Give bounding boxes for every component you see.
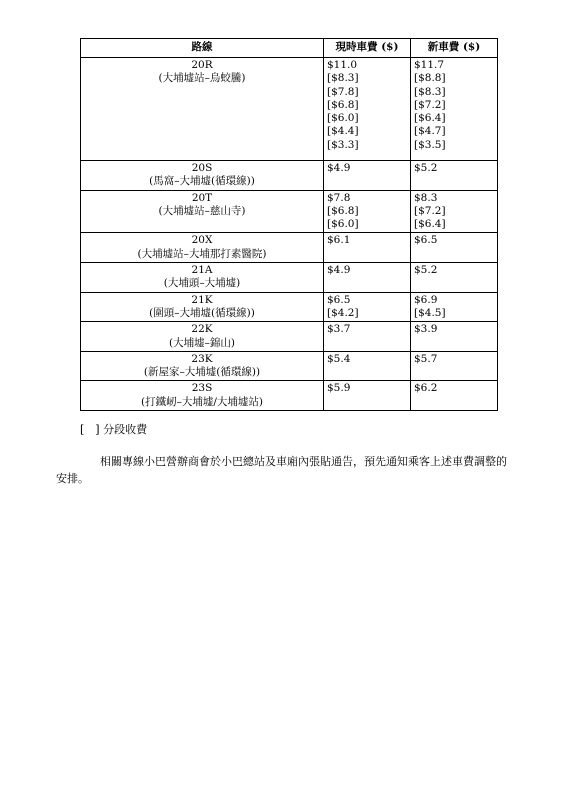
- fare-value: $4.9: [327, 264, 351, 277]
- fare-value: [$8.8]: [414, 72, 446, 85]
- route-code: 21K: [191, 293, 213, 306]
- route-code: 20T: [191, 191, 213, 204]
- fare-value: [$3.3]: [327, 138, 359, 151]
- fare-value: $11.0: [327, 59, 358, 71]
- new-fare-cell: [411, 233, 498, 263]
- header-current-fare: 現時車費 ($): [324, 39, 411, 58]
- fare-value: [$6.8]: [327, 98, 359, 111]
- table-row: [81, 161, 498, 191]
- route-code: 22K: [191, 323, 213, 336]
- table-row: [81, 190, 498, 233]
- header-route: 路線: [81, 39, 324, 58]
- fare-value: $6.5: [327, 293, 351, 306]
- current-fare-cell: [324, 322, 411, 352]
- current-fare-cell: [324, 351, 411, 381]
- new-fare-cell: [411, 161, 498, 191]
- current-fare-cell: [324, 233, 411, 263]
- table-row: [81, 263, 498, 293]
- route-cell: [81, 58, 324, 161]
- current-fare-cell: [324, 381, 411, 411]
- table-row: [81, 292, 498, 322]
- route-cell: [81, 263, 324, 293]
- fare-value: [$6.0]: [327, 112, 359, 125]
- table-row: [81, 322, 498, 352]
- route-cell: [81, 161, 324, 191]
- route-cell: [81, 292, 324, 322]
- fare-value: $6.9: [414, 293, 438, 306]
- route-name: (大埔墟站–慈山寺): [158, 204, 246, 217]
- fare-value: [$6.8]: [327, 204, 359, 217]
- current-fare-cell: [324, 190, 411, 233]
- fare-value: $3.9: [414, 323, 438, 336]
- route-name: (馬窩–大埔墟(循環線)): [149, 175, 255, 188]
- current-fare-cell: [324, 58, 411, 161]
- table-row: [81, 58, 498, 161]
- notice-paragraph: 相關專線小巴營辦商會於小巴總站及車廂內張貼通告，預先通知乘客上述車費調整的安排。: [56, 455, 507, 485]
- route-code: 20R: [191, 59, 213, 71]
- table-row: [81, 351, 498, 381]
- fare-value: $8.3: [414, 191, 438, 204]
- route-cell: [81, 381, 324, 411]
- route-name: (打鐵屻–大埔墟/大埔墟站): [141, 395, 263, 408]
- fare-value: [$4.5]: [414, 306, 446, 319]
- fare-value: $5.2: [414, 264, 438, 277]
- fare-value: $4.9: [327, 162, 351, 174]
- table-row: [81, 381, 498, 411]
- route-code: 20S: [191, 162, 213, 174]
- fare-value: [$4.7]: [414, 125, 446, 138]
- new-fare-cell: [411, 263, 498, 293]
- fare-value: [$4.2]: [327, 306, 359, 319]
- fare-value: $5.7: [414, 352, 438, 365]
- fare-value: $5.2: [414, 162, 438, 174]
- fare-table-body: [81, 58, 498, 411]
- route-code: 23S: [191, 382, 213, 395]
- fare-value: $6.5: [414, 234, 438, 247]
- fare-value: $5.9: [327, 382, 351, 395]
- fare-value: $7.8: [327, 191, 351, 204]
- new-fare-cell: [411, 381, 498, 411]
- current-fare-cell: [324, 263, 411, 293]
- table-header-row: [81, 39, 498, 58]
- table-row: [81, 233, 498, 263]
- sectional-fare-note: [ ] 分段收費: [80, 423, 148, 436]
- route-cell: [81, 322, 324, 352]
- fare-table: [80, 38, 498, 411]
- route-code: 20X: [191, 234, 213, 247]
- route-name: (大埔墟站–大埔那打素醫院): [137, 247, 267, 260]
- fare-value: [$7.2]: [414, 98, 446, 111]
- route-name: (新屋家–大埔墟(循環線)): [143, 366, 261, 379]
- route-cell: [81, 351, 324, 381]
- fare-value: [$6.4]: [414, 112, 446, 125]
- new-fare-cell: [411, 351, 498, 381]
- fare-value: $11.7: [414, 59, 445, 71]
- fare-value: $6.1: [327, 234, 351, 247]
- route-code: 21A: [191, 264, 213, 277]
- fare-value: [$6.0]: [327, 218, 359, 231]
- header-new-fare: 新車費 ($): [411, 39, 498, 58]
- fare-value: $3.7: [327, 323, 351, 336]
- fare-value: $5.4: [327, 352, 351, 365]
- current-fare-cell: [324, 161, 411, 191]
- new-fare-cell: [411, 58, 498, 161]
- route-cell: [81, 190, 324, 233]
- new-fare-cell: [411, 190, 498, 233]
- route-name: (大埔墟站–烏蛟騰): [158, 72, 246, 85]
- fare-value: [$3.5]: [414, 138, 446, 151]
- fare-value: [$6.4]: [414, 218, 446, 231]
- fare-value: [$8.3]: [327, 72, 359, 85]
- fare-value: $6.2: [414, 382, 438, 395]
- fare-value: [$7.2]: [414, 204, 446, 217]
- route-name: (大埔墟–錦山): [169, 336, 235, 349]
- fare-value: [$7.8]: [327, 85, 359, 98]
- fare-value: [$8.3]: [414, 85, 446, 98]
- route-cell: [81, 233, 324, 263]
- new-fare-cell: [411, 292, 498, 322]
- route-name: (圍頭–大埔墟(循環線)): [149, 306, 255, 319]
- fare-value: [$4.4]: [327, 125, 359, 138]
- new-fare-cell: [411, 322, 498, 352]
- current-fare-cell: [324, 292, 411, 322]
- route-name: (大埔頭–大埔墟): [163, 277, 241, 290]
- route-code: 23K: [191, 352, 213, 365]
